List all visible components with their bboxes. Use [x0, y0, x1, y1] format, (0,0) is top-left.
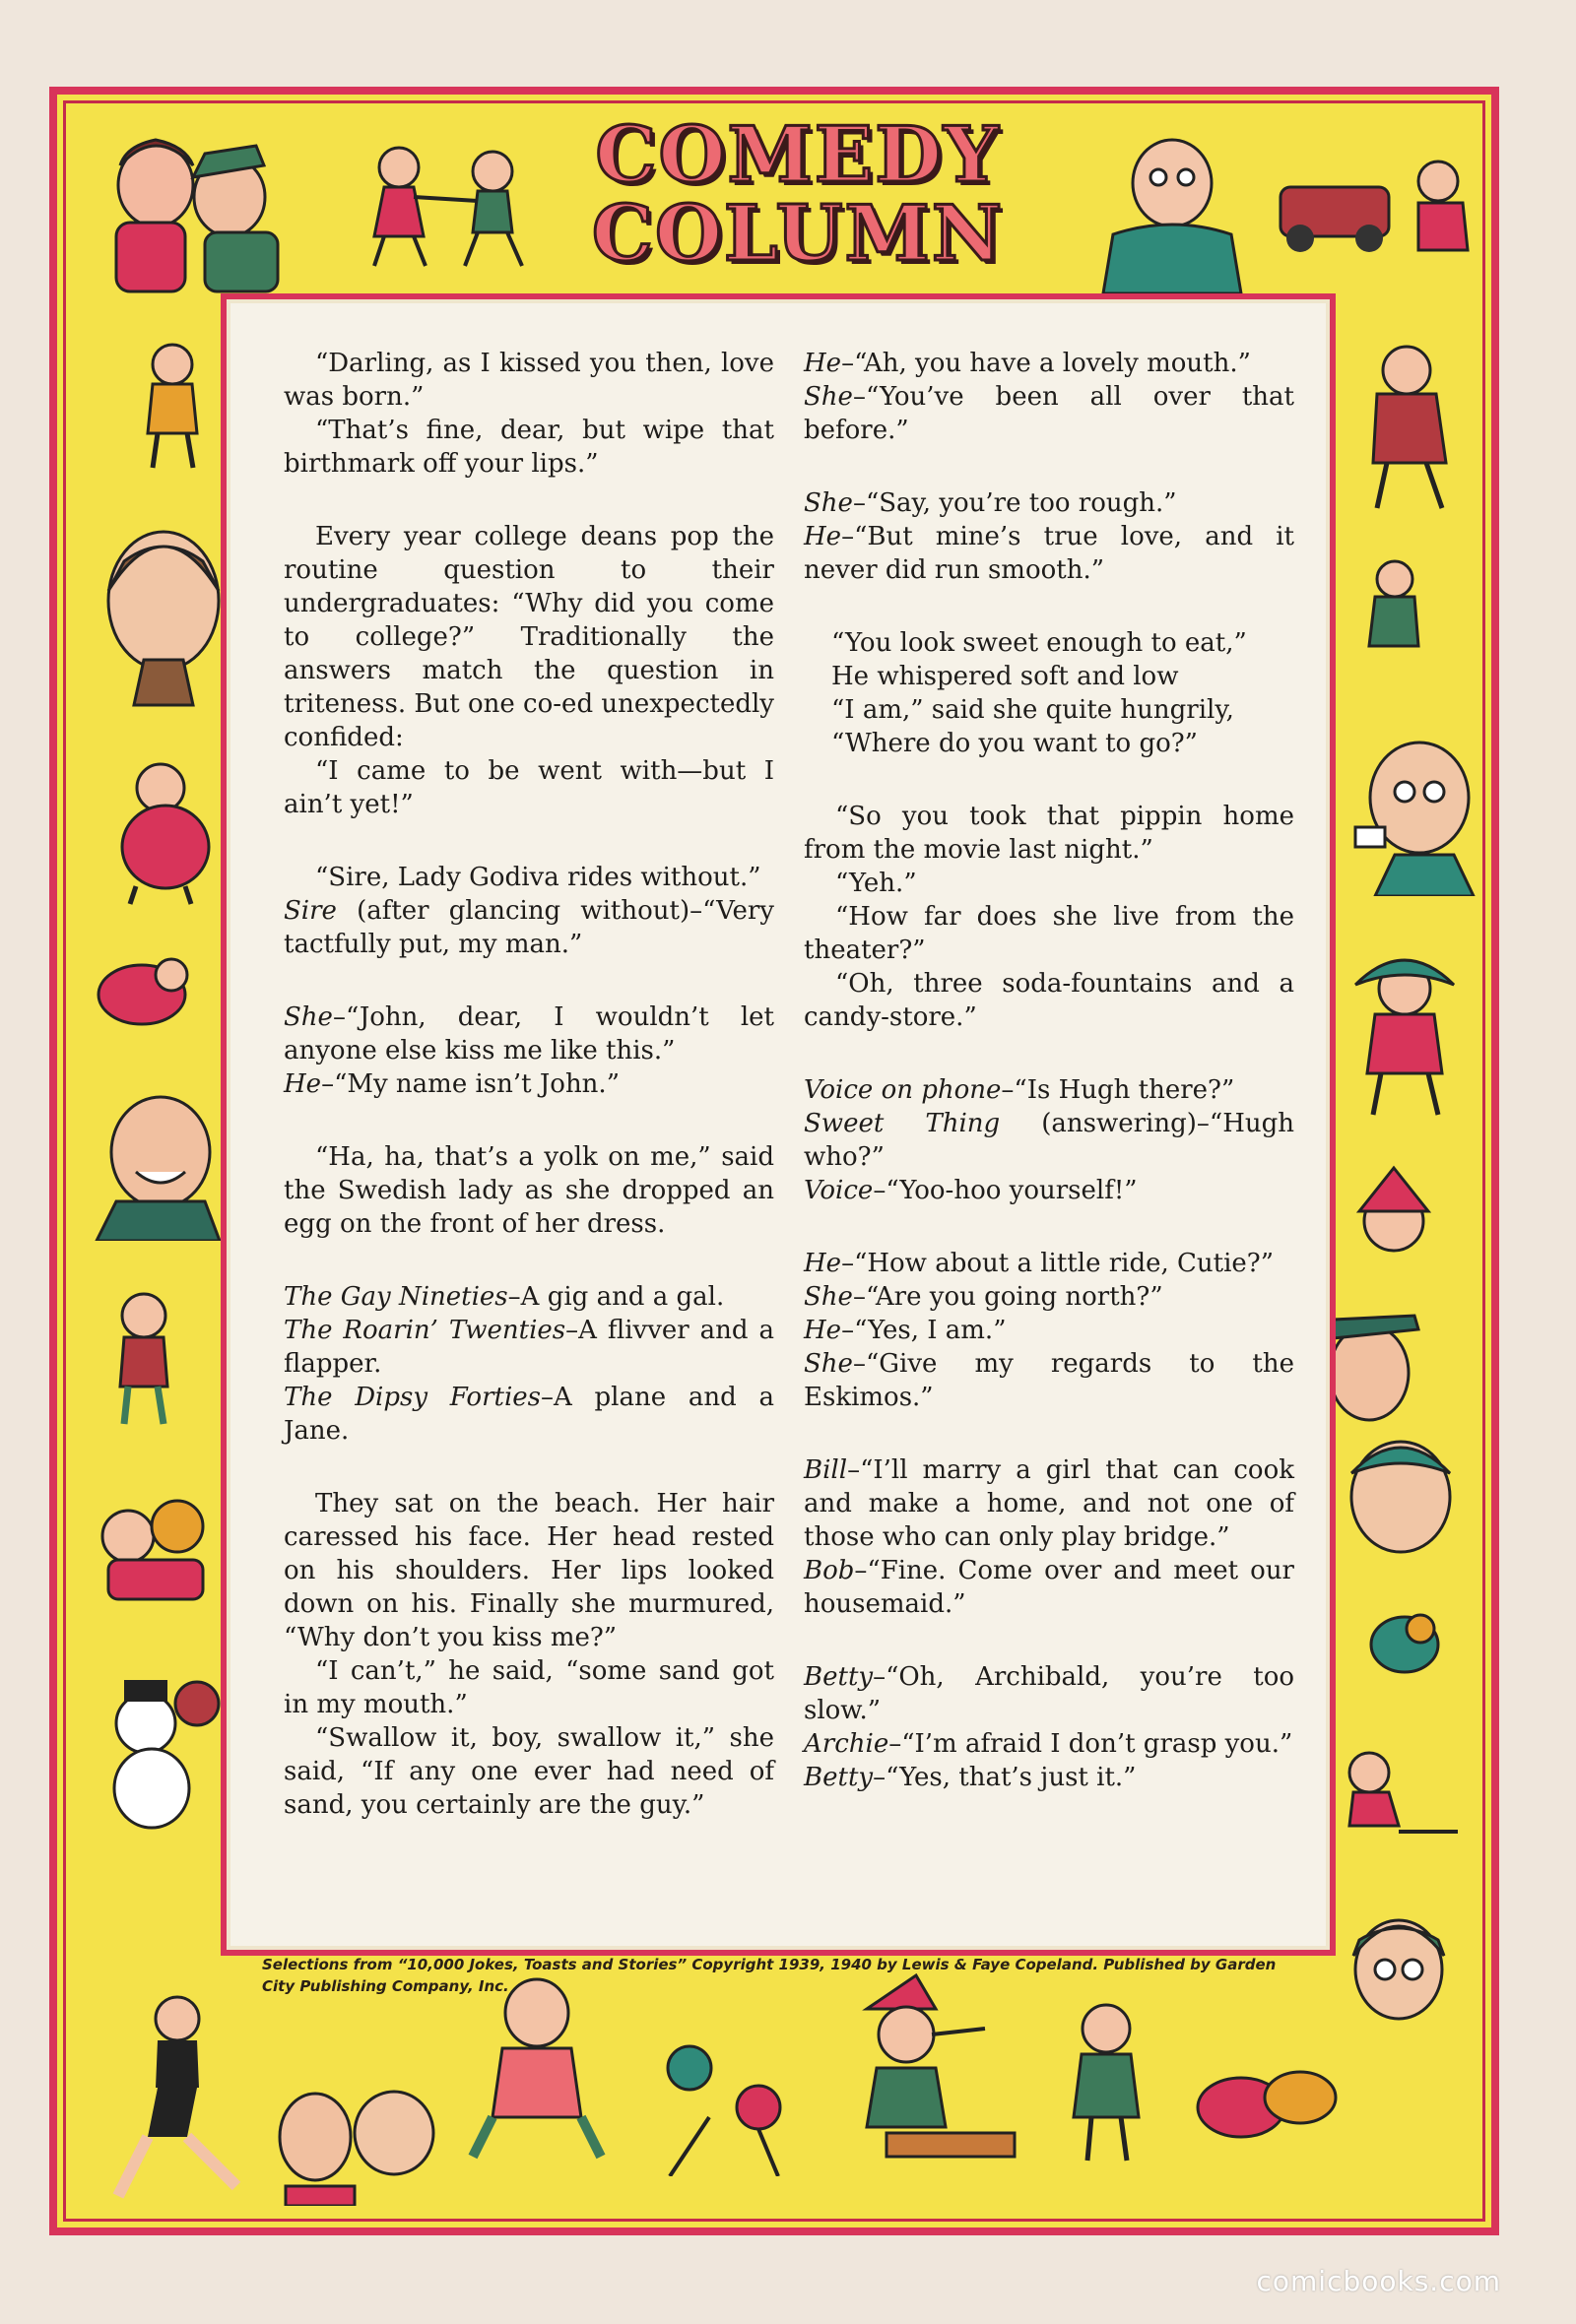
- site-watermark: comicbooks.com: [1256, 2265, 1501, 2297]
- joke-text: “So you took that pippin home from the movie last night.”: [804, 802, 1294, 865]
- joke-separator: [284, 1241, 774, 1280]
- joke-pippin: [804, 800, 1294, 1034]
- skater-kid-illustration: [1330, 1743, 1468, 1851]
- joke-poem: [804, 626, 1294, 760]
- speaker-label: She: [284, 1002, 333, 1032]
- joke-separator: [284, 481, 774, 520]
- speaker-label: Sire: [284, 896, 337, 926]
- joke-text: –A gig and a gal.: [507, 1282, 725, 1312]
- joke-line: [284, 1140, 774, 1241]
- pigtail-girl-illustration: [1052, 1989, 1160, 2166]
- speaker-label: Betty: [804, 1662, 874, 1692]
- boy-with-note-illustration: [95, 1280, 203, 1428]
- speaker-label: Bill: [804, 1455, 848, 1485]
- joke-line: [804, 1660, 1294, 1727]
- crawling-toon-illustration: [83, 945, 201, 1034]
- joke-text: Every year college deans pop the routine question to their undergraduates: “Why did you come to college?” Traditionally the answers match the question in triteness. But one co-ed unexpectedly confided:: [284, 522, 774, 752]
- joke-text: He whispered soft and low: [831, 662, 1179, 691]
- joke-text: “I can’t,” he said, “some sand got in my mouth.”: [284, 1656, 774, 1719]
- joke-line: [284, 1721, 774, 1822]
- joke-hugh: [804, 1073, 1294, 1207]
- professor-illustration: [1064, 126, 1261, 293]
- joke-text: –“Yes, I am.”: [841, 1316, 1007, 1345]
- joke-text: –“I’m afraid I don’t grasp you.”: [888, 1729, 1293, 1759]
- joke-text: They sat on the beach. Her hair caressed his face. Her head rested on his shoulders. Her lips looked down on his. Finally she murmured, “Why don’t you kiss me?”: [284, 1489, 774, 1652]
- joke-line: [804, 1761, 1294, 1794]
- sailor-boy-illustration: [97, 748, 225, 906]
- pilot-illustration: [95, 512, 232, 709]
- joke-text: “Ha, ha, that’s a yolk on me,” said the Swedish lady as she dropped an egg on the front of her dress.: [284, 1142, 774, 1239]
- joke-text: –“How about a little ride, Cutie?”: [841, 1249, 1275, 1278]
- joke-text: “That’s fine, dear, but wipe that birthmark off your lips.”: [284, 416, 774, 479]
- joke-text: (after glancing without)–“Very tactfully put, my man.”: [284, 896, 774, 959]
- speaker-label: Voice on phone: [804, 1075, 1002, 1105]
- joke-line: [284, 894, 774, 961]
- joke-line: [284, 414, 774, 481]
- soldier-illustration: [1340, 1891, 1458, 2048]
- animal-friends-illustration: [89, 1477, 217, 1605]
- tumbling-toons-illustration: [1182, 2038, 1349, 2166]
- joke-separator: [284, 821, 774, 861]
- title-line-2: COLUMN: [591, 189, 1005, 279]
- speaker-label: Voice: [804, 1176, 874, 1205]
- joke-text: –“Oh, Archibald, you’re too slow.”: [804, 1662, 1294, 1725]
- comic-title: [552, 110, 1044, 284]
- joke-text: “I came to be went with—but I ain’t yet!”: [284, 756, 774, 819]
- joke-separator: [804, 1621, 1294, 1660]
- speaker-label: He: [284, 1069, 322, 1099]
- joke-line: [804, 1107, 1294, 1174]
- joke-separator: [804, 587, 1294, 626]
- joke-separator: [804, 1207, 1294, 1247]
- joke-text: “Where do you want to go?”: [831, 729, 1198, 758]
- joke-line: [804, 1247, 1294, 1280]
- joke-college: [284, 520, 774, 821]
- joke-separator: [804, 760, 1294, 800]
- bald-man-illustration: [87, 1083, 225, 1241]
- joke-text: “How far does she live from the theater?”: [804, 902, 1294, 965]
- joke-separator: [284, 1448, 774, 1487]
- joke-north: [804, 1247, 1294, 1414]
- joke-text: –“John, dear, I wouldn’t let anyone else kiss me like this.”: [284, 1002, 774, 1065]
- left-column: [284, 347, 774, 1822]
- joke-line: [804, 1727, 1294, 1761]
- speaker-label: He: [804, 1249, 842, 1278]
- speaker-label: He: [804, 349, 842, 378]
- joke-text: –“Yes, that’s just it.”: [873, 1763, 1137, 1792]
- joke-line: [804, 660, 1294, 693]
- joke-line: [804, 867, 1294, 900]
- joke-text: –“I’ll marry a girl that can cook and make a home, and not one of those who can only play bridge.”: [804, 1455, 1294, 1552]
- joke-text: “Oh, three soda-fountains and a candy-store.”: [804, 969, 1294, 1032]
- joke-text: –“Are you going north?”: [852, 1282, 1163, 1312]
- joke-line: [804, 967, 1294, 1034]
- joke-bridge: [804, 1453, 1294, 1621]
- pinocchio-illustration: [827, 1969, 1024, 2166]
- seated-woman-illustration: [1347, 335, 1476, 512]
- speaker-label: Archie: [804, 1729, 889, 1759]
- cap-man-illustration: [1336, 1418, 1464, 1566]
- joke-mouth: [804, 347, 1294, 447]
- joke-line: [804, 626, 1294, 660]
- joke-line: [284, 347, 774, 414]
- joke-line: [284, 520, 774, 754]
- dancing-kids-illustration: [355, 138, 542, 276]
- joke-text: “You look sweet enough to eat,”: [831, 628, 1247, 658]
- boy-sitting-illustration: [463, 1969, 611, 2166]
- joke-line: [804, 486, 1294, 520]
- speaker-label: He: [804, 1316, 842, 1345]
- joke-line: [804, 727, 1294, 760]
- joke-line: [284, 1067, 774, 1101]
- speaker-label: Sweet Thing: [804, 1109, 1001, 1138]
- joke-text: –A plane and a Jane.: [284, 1383, 774, 1446]
- costumed-dancer-illustration: [1336, 945, 1474, 1123]
- old-man-pipe-illustration: [1336, 719, 1483, 896]
- joke-text: –“But mine’s true love, and it never did run smooth.”: [804, 522, 1294, 585]
- joke-archie: [804, 1660, 1294, 1794]
- speaker-label: The Gay Nineties: [284, 1282, 508, 1312]
- speaker-label: The Roarin’ Twenties: [284, 1316, 566, 1345]
- joke-john: [284, 1001, 774, 1101]
- joke-line: [804, 380, 1294, 447]
- joke-separator: [804, 1034, 1294, 1073]
- joke-rough: [804, 486, 1294, 587]
- tree-creatures-illustration: [650, 2019, 818, 2176]
- climbing-kid-illustration: [1340, 551, 1448, 679]
- joke-line: [284, 1280, 774, 1314]
- pin-up-girl-illustration: [89, 1989, 256, 2206]
- car-driver-illustration: [1271, 148, 1487, 266]
- title-line-1: COMEDY: [595, 110, 1001, 200]
- joke-text: –A flivver and a flapper.: [284, 1316, 774, 1379]
- joke-line: [804, 347, 1294, 380]
- joke-line: [804, 1554, 1294, 1621]
- joke-line: [804, 900, 1294, 967]
- jester-boy-illustration: [128, 335, 217, 473]
- joke-godiva: [284, 861, 774, 961]
- joke-line: [284, 754, 774, 821]
- joke-line: [284, 1381, 774, 1448]
- joke-separator: [804, 1414, 1294, 1453]
- joke-text: –“Yoo-hoo yourself!”: [873, 1176, 1138, 1205]
- joke-panel: [221, 293, 1336, 1956]
- speaker-label: She: [804, 1282, 853, 1312]
- joke-line: [804, 1314, 1294, 1347]
- joke-line: [284, 1487, 774, 1654]
- joke-beach: [284, 1487, 774, 1822]
- speaker-label: She: [804, 1349, 853, 1379]
- speaker-label: Bob: [804, 1556, 855, 1585]
- joke-text: “Yeh.”: [835, 869, 917, 898]
- policeman-illustration: [1320, 1300, 1428, 1438]
- joke-text: –“Ah, you have a lovely mouth.”: [841, 349, 1251, 378]
- joke-line: [804, 1073, 1294, 1107]
- joke-darling: [284, 347, 774, 481]
- joke-text: –“You’ve been all over that before.”: [804, 382, 1294, 445]
- joke-text: (answering)–“Hugh who?”: [804, 1109, 1295, 1172]
- joke-text: –“My name isn’t John.”: [321, 1069, 620, 1099]
- joke-decades: [284, 1280, 774, 1448]
- joke-text: “I am,” said she quite hungrily,: [831, 695, 1234, 725]
- joke-text: “Swallow it, boy, swallow it,” she said, “If any one ever had need of sand, you certainly are the guy.”: [284, 1723, 774, 1820]
- joke-text: –“Say, you’re too rough.”: [852, 488, 1177, 518]
- snowman-illustration: [87, 1674, 225, 1832]
- kissing-couple-illustration: [97, 126, 294, 293]
- joke-line: [284, 1654, 774, 1721]
- speaker-label: She: [804, 382, 853, 412]
- joke-line: [804, 1280, 1294, 1314]
- joke-line: [284, 1314, 774, 1381]
- bald-men-illustration: [256, 2078, 453, 2206]
- joke-separator: [284, 961, 774, 1001]
- speaker-label: He: [804, 522, 842, 551]
- bird-illustration: [1355, 1595, 1454, 1684]
- speaker-label: She: [804, 488, 853, 518]
- joke-line: [804, 800, 1294, 867]
- joke-line: [804, 693, 1294, 727]
- copyright-credit: Selections from “10,000 Jokes, Toasts and Stories” Copyright 1939, 1940 by Lewis & Faye Copeland. Published by Garden City Publishing Company, Inc.: [262, 1956, 1277, 1995]
- elf-boy-illustration: [1340, 1162, 1448, 1270]
- joke-text: –“Give my regards to the Eskimos.”: [804, 1349, 1294, 1412]
- speaker-label: Betty: [804, 1763, 874, 1792]
- joke-line: [804, 1174, 1294, 1207]
- joke-yolk: [284, 1140, 774, 1241]
- speaker-label: The Dipsy Forties: [284, 1383, 541, 1412]
- joke-text: –“Is Hugh there?”: [1001, 1075, 1235, 1105]
- joke-line: [284, 861, 774, 894]
- joke-line: [284, 1001, 774, 1067]
- joke-text: –“Fine. Come over and meet our housemaid.”: [804, 1556, 1294, 1619]
- right-column: [804, 347, 1294, 1794]
- joke-text: “Sire, Lady Godiva rides without.”: [315, 863, 761, 892]
- joke-line: [804, 1347, 1294, 1414]
- joke-separator: [804, 447, 1294, 486]
- joke-line: [804, 1453, 1294, 1554]
- joke-separator: [284, 1101, 774, 1140]
- joke-text: “Darling, as I kissed you then, love was born.”: [284, 349, 774, 412]
- joke-line: [804, 520, 1294, 587]
